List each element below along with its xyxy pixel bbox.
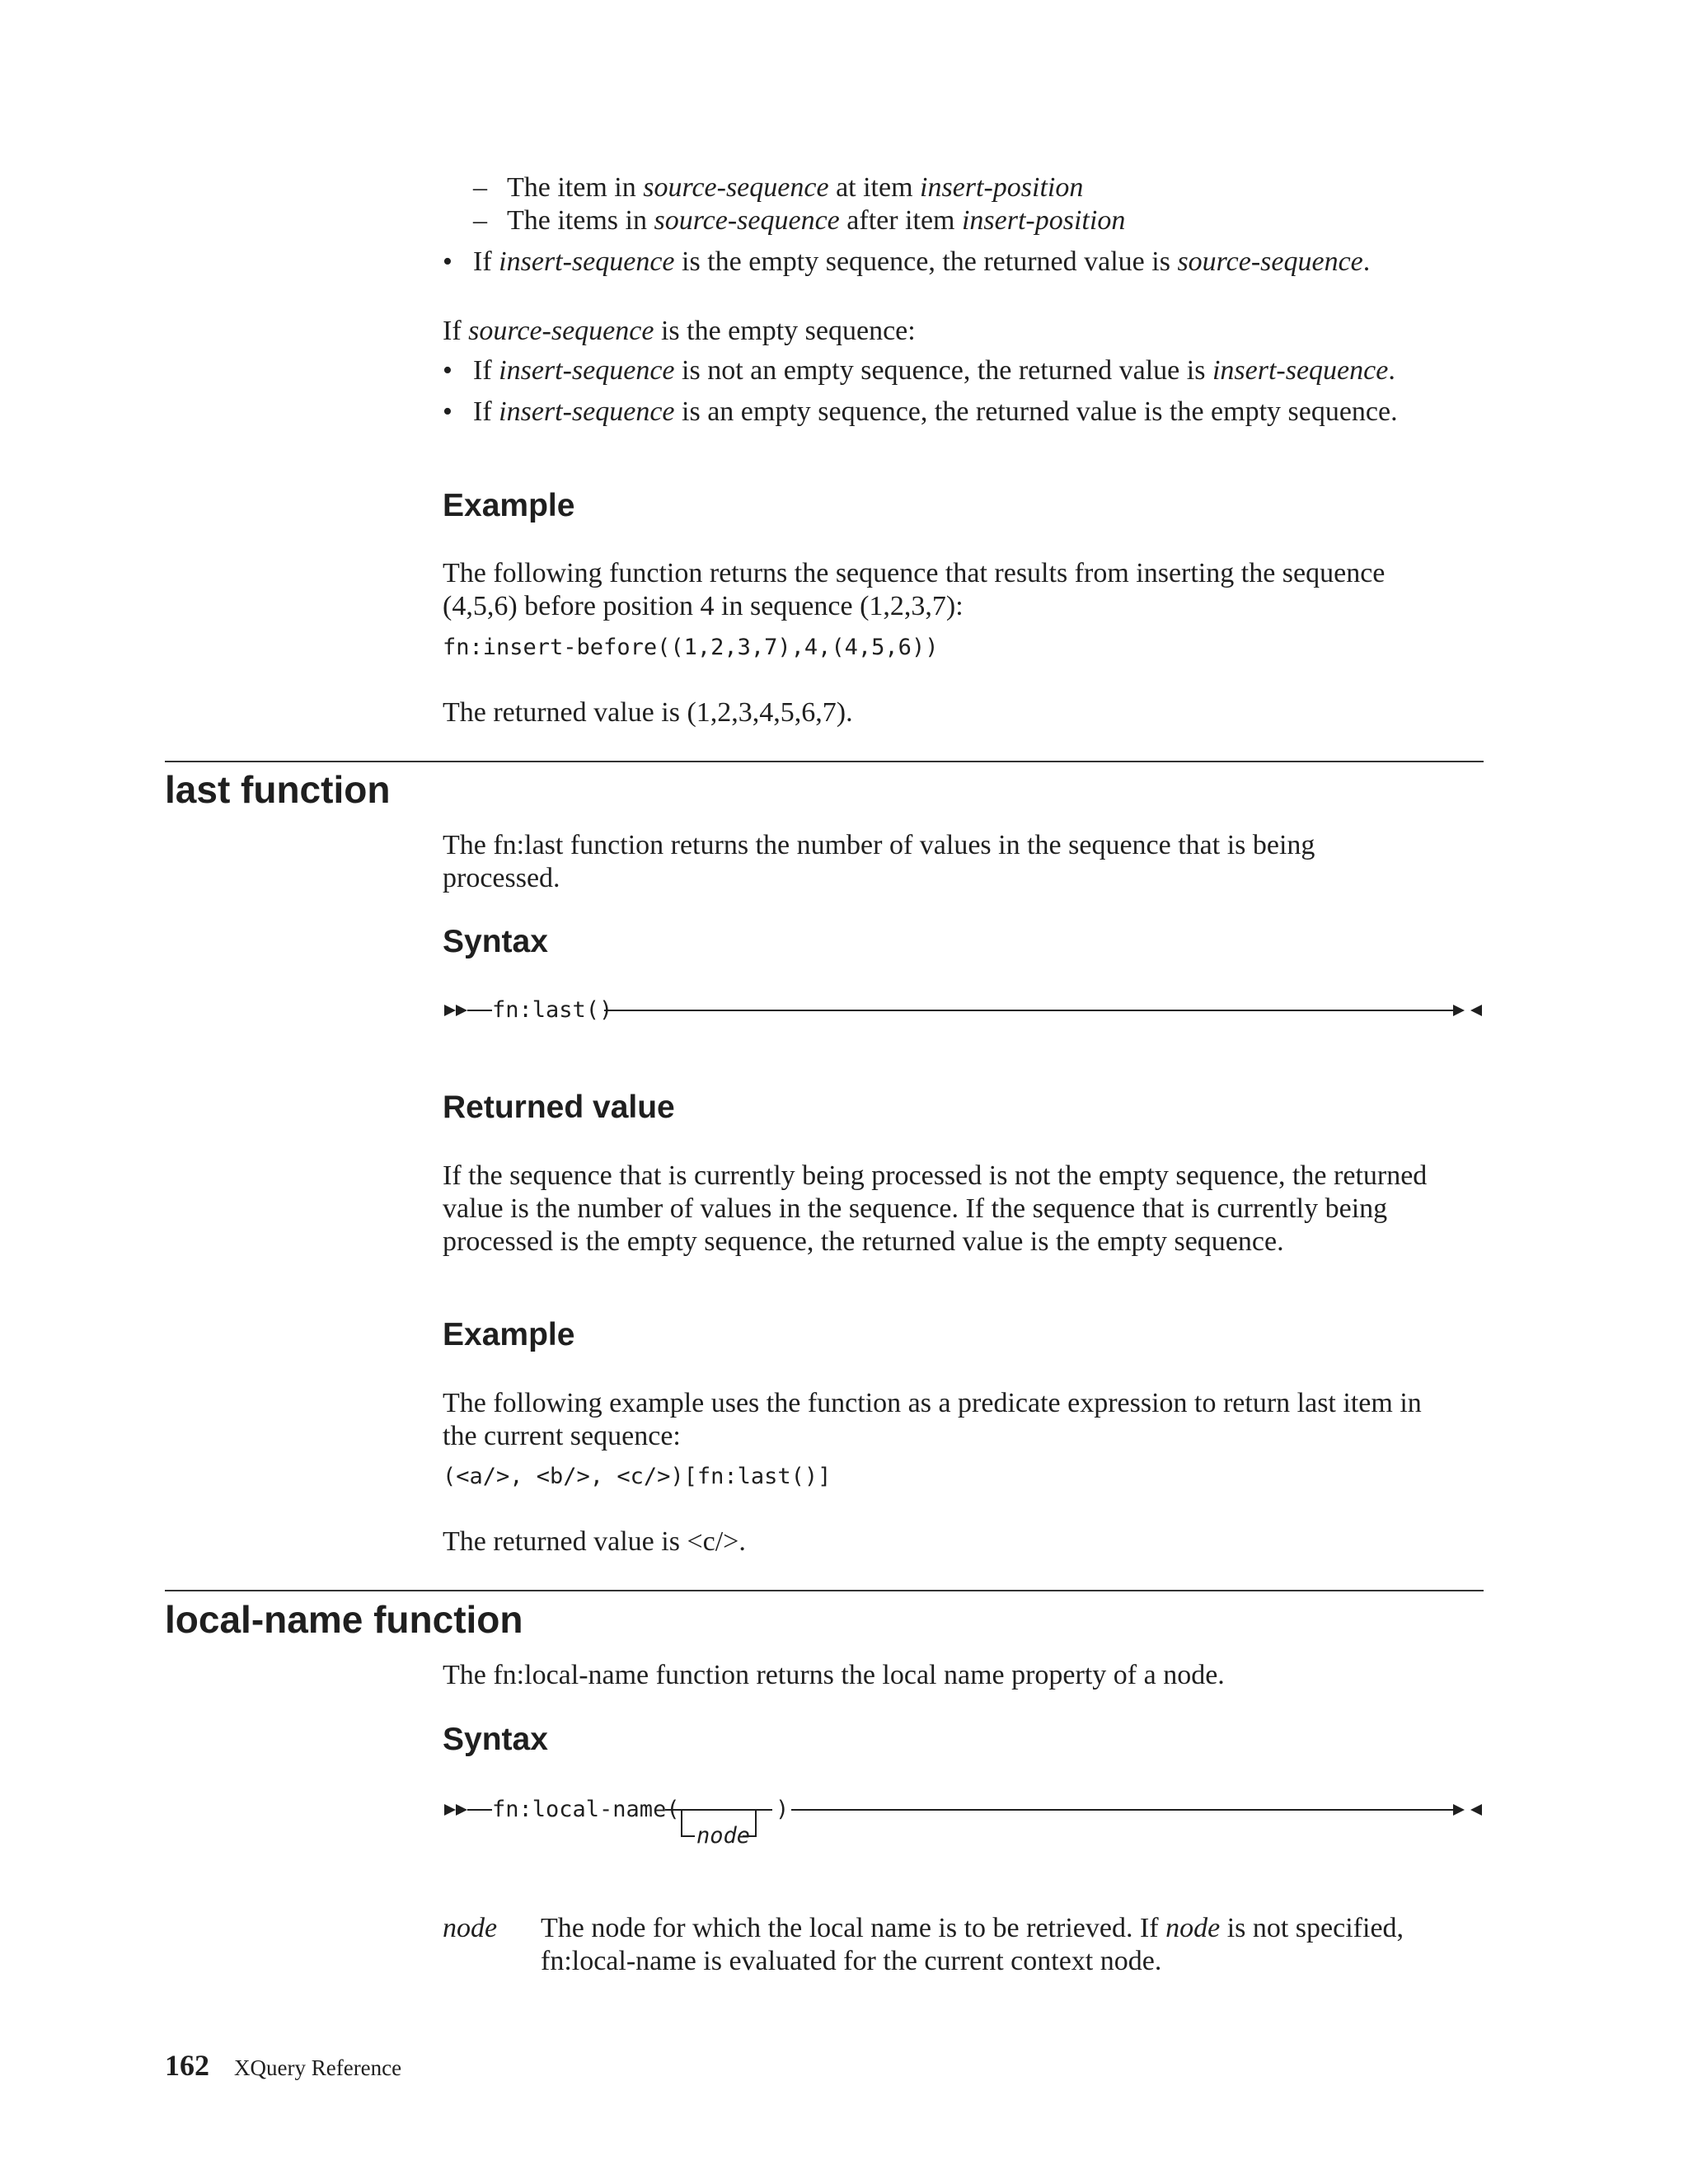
paragraph: If source-sequence is the empty sequence:	[443, 316, 916, 346]
list-item: – The item in source-sequence at item insert-position	[473, 172, 1084, 203]
section-heading: Returned value	[443, 1090, 675, 1125]
paragraph: The fn:local-name function returns the local name property of a node.	[443, 1660, 1225, 1690]
section-rule	[165, 761, 1484, 762]
syntax-diagram	[443, 1795, 1484, 1853]
list-item: – The items in source-sequence after item insert-position	[473, 205, 1126, 236]
syntax-diagram	[443, 996, 1484, 1025]
section-heading: Example	[443, 1317, 575, 1352]
syntax-keyword: fn:local-name(	[492, 1797, 680, 1822]
param-term: node	[443, 1913, 498, 1943]
code-sample: (<a/>, <b/>, <c/>)[fn:last()]	[443, 1464, 832, 1489]
paragraph: The returned value is <c/>.	[443, 1526, 746, 1557]
list-item: • If insert-sequence is not an empty sequence, the returned value is insert-sequence.	[443, 355, 1395, 386]
paragraph: The returned value is (1,2,3,4,5,6,7).	[443, 697, 853, 728]
param-definition: The node for which the local name is to be retrieved. If node is not specified, fn:local-name is evaluated for the current context node.	[541, 1913, 1404, 1976]
page-footer	[165, 2048, 401, 2083]
syntax-optional-param: node	[696, 1823, 751, 1849]
bullet-list	[443, 354, 1484, 429]
paragraph: The following function returns the sequence that results from inserting the sequence (4,5,6) before position 4 in sequence (1,2,3,7):	[443, 558, 1386, 621]
continued-list	[443, 171, 1484, 279]
page-title: last function	[165, 768, 391, 811]
syntax-keyword: fn:last()	[492, 997, 613, 1023]
list-item: • If insert-sequence is the empty sequence, the returned value is source-sequence.	[443, 246, 1371, 277]
page-number: 162	[165, 2049, 209, 2082]
paragraph: The following example uses the function as a predicate expression to return last item in the current sequence:	[443, 1388, 1422, 1451]
code-sample: fn:insert-before((1,2,3,7),4,(4,5,6))	[443, 635, 939, 660]
paragraph: The fn:last function returns the number of values in the sequence that is being processed.	[443, 830, 1315, 893]
section-heading: Example	[443, 488, 575, 523]
section-heading: Syntax	[443, 924, 548, 959]
list-item: • If insert-sequence is an empty sequence, the returned value is the empty sequence.	[443, 396, 1398, 427]
section-heading: Syntax	[443, 1722, 548, 1757]
page-title: local-name function	[165, 1598, 523, 1641]
syntax-close-paren: )	[776, 1797, 790, 1822]
section-rule	[165, 1590, 1484, 1591]
book-title: XQuery Reference	[234, 2055, 402, 2080]
paragraph: If the sequence that is currently being processed is not the empty sequence, the returned value is the number of values in the sequence. If the sequence that is currently being processed is the empty sequence, the returned value is the empty sequence.	[443, 1160, 1428, 1257]
